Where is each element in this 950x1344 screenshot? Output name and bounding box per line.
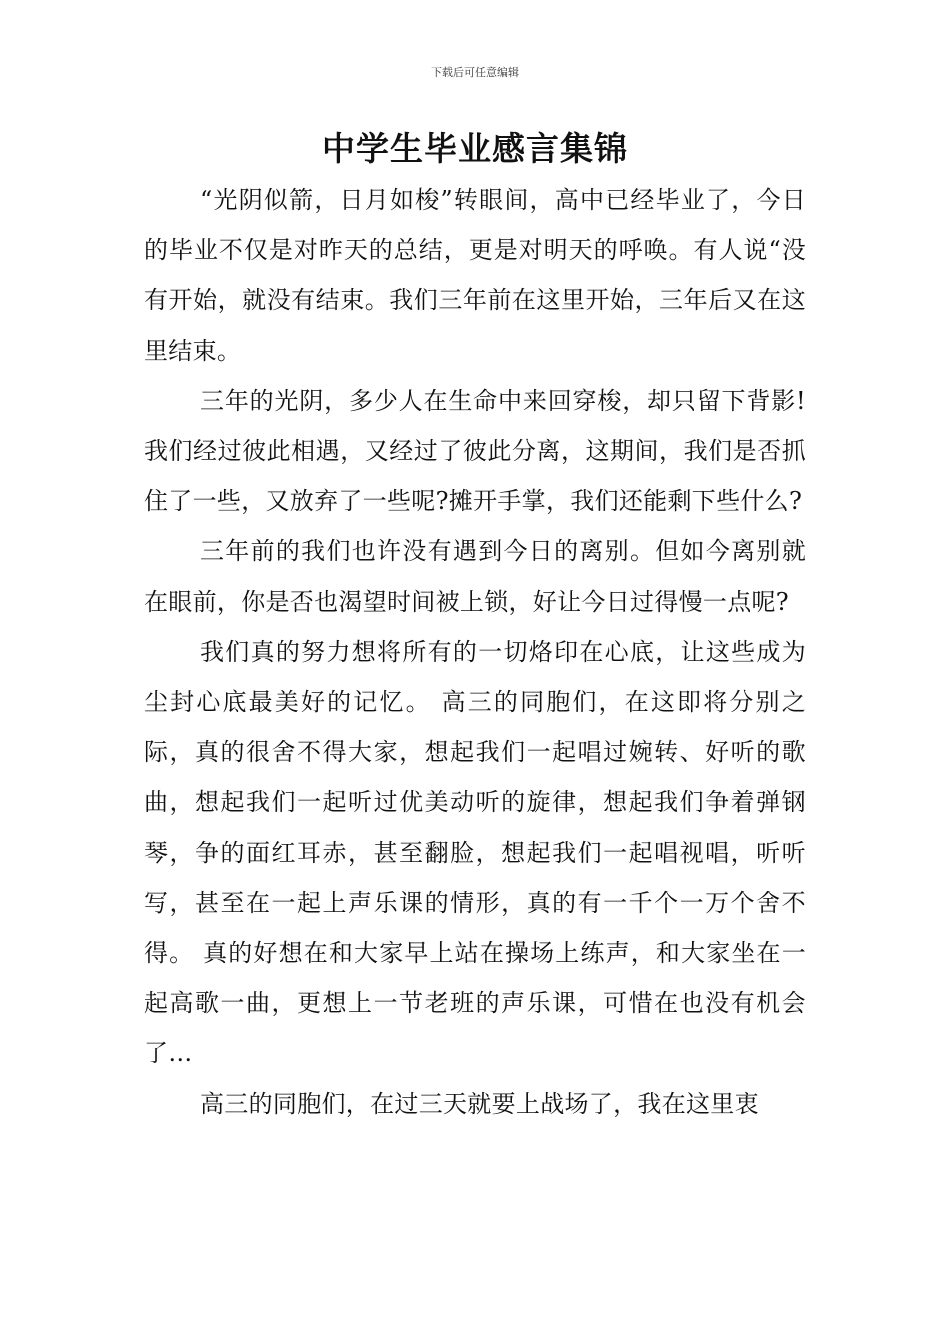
paragraph: 三年的光阴，多少人在生命中来回穿梭，却只留下背影!我们经过彼此相遇，又经过了彼此分离，这期间，我们是否抓住了一些，又放弃了一些呢?摊开手掌，我们还能剩下些什么? — [144, 386, 806, 516]
paragraph: 高三的同胞们，在过三天就要上战场了，我在这里衷 — [200, 1089, 759, 1118]
paragraph: “光阴似箭，日月如梭”转眼间，高中已经毕业了，今日的毕业不仅是对昨天的总结，更是对明天的呼唤。有人说“没有开始，就没有结束。我们三年前在这里开始，三年后又在这里结束。 — [144, 186, 806, 365]
page-header-note: 下载后可任意编辑 — [431, 66, 519, 79]
document-body — [144, 175, 806, 1129]
document-title: 中学生毕业感言集锦 — [322, 129, 628, 168]
paragraph: 我们真的努力想将所有的一切烙印在心底，让这些成为尘封心底最美好的记忆。 高三的同胞们，在这即将分别之际，真的很舍不得大家，想起我们一起唱过婉转、好听的歌曲，想起我们一起听过优美动听的旋律，想起我们争着弹钢琴，争的面红耳赤，甚至翻脸，想起我们一起唱视唱，听听写，甚至在一起上声乐课的情形，真的有一千个一万个舍不得。 真的好想在和大家早上站在操场上练声，和大家坐在一起高歌一曲，更想上一节老班的声乐课，可惜在也没有机会了… — [144, 637, 806, 1068]
paragraph: 三年前的我们也许没有遇到今日的离别。但如今离别就在眼前，你是否也渴望时间被上锁，好让今日过得慢一点呢? — [144, 537, 806, 616]
